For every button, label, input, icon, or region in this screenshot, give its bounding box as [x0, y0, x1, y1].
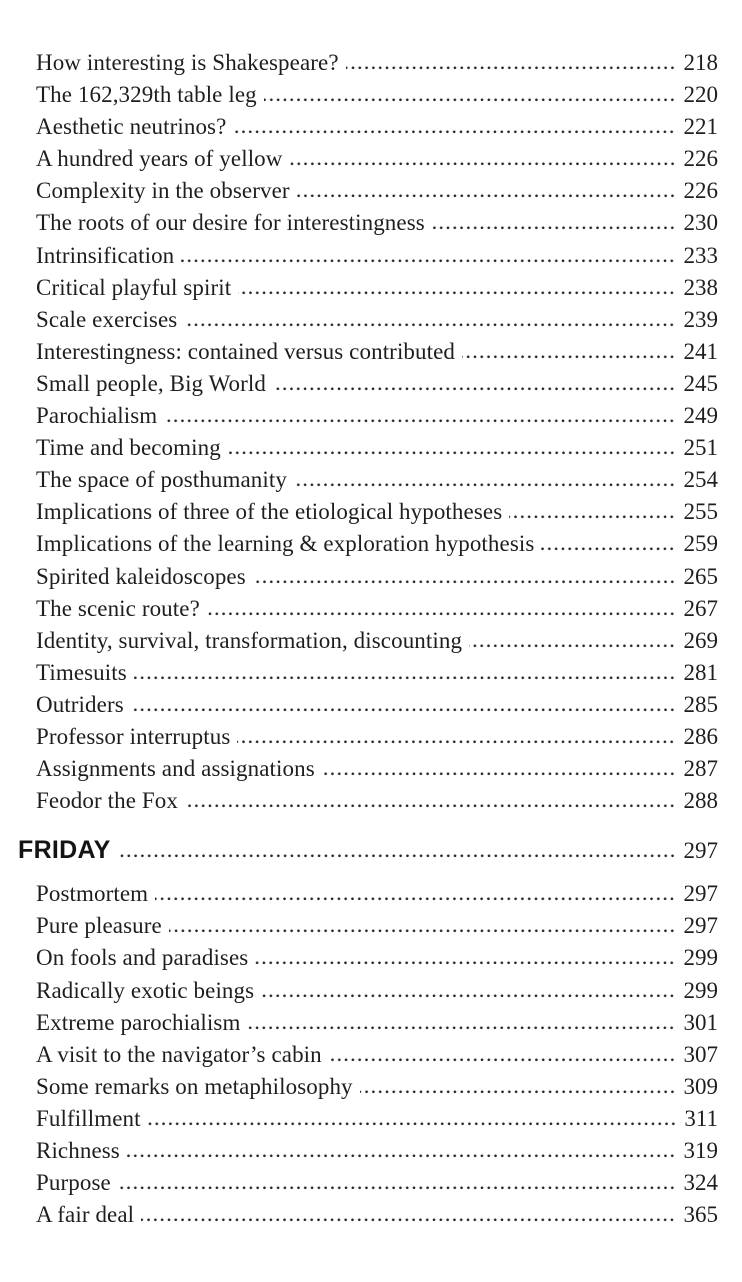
toc-entry-page-number: 245 [683, 370, 718, 396]
toc-entry-page-number: 226 [683, 146, 718, 172]
toc-entry-page-number: 311 [684, 1105, 718, 1131]
dot-leader [120, 853, 676, 858]
toc-entry-page-number: 259 [683, 531, 718, 557]
toc-entry-title: Implications of three of the etiological hypotheses [36, 499, 503, 525]
toc-entry-page-number: 309 [683, 1073, 718, 1099]
toc-entry-page-number: 249 [683, 403, 718, 429]
dot-leader [261, 993, 675, 998]
toc-entry-title: Professor interruptus [36, 723, 231, 749]
toc-entry-title: Purpose [36, 1170, 111, 1196]
dot-leader [322, 771, 676, 776]
dot-leader [509, 514, 675, 519]
toc-entry-row [36, 464, 718, 496]
toc-entry-row [36, 1071, 718, 1103]
toc-entry-title: Small people, Big World [36, 370, 267, 396]
toc-entry-page-number: 251 [683, 435, 718, 461]
toc-entry-page-number: 287 [683, 756, 718, 782]
toc-entry-title: How interesting is Shakespeare? [36, 50, 339, 75]
toc-entry-row [36, 207, 718, 239]
toc-entry-page-number: 230 [683, 210, 718, 236]
toc-entry-page-number: 221 [683, 114, 718, 140]
toc-entry-page-number: 301 [683, 1009, 718, 1035]
toc-entry-title: Outriders [36, 691, 124, 717]
toc-entry-title: Extreme parochialism [36, 1009, 241, 1035]
toc-entry-row [36, 1103, 718, 1135]
toc-entry-row [36, 975, 718, 1007]
toc-entry-title: The 162,329th table leg [36, 82, 257, 108]
toc-entry-page-number: 319 [683, 1138, 718, 1163]
toc-entry-title: Richness [36, 1138, 120, 1163]
toc-entry-row [36, 143, 718, 175]
toc-entry-row [36, 175, 718, 207]
toc-entry-title: On fools and paradises [36, 945, 249, 971]
dot-leader [181, 258, 675, 263]
dot-leader [185, 803, 676, 808]
toc-entry-page-number: 297 [683, 913, 718, 939]
dot-leader [264, 97, 676, 102]
dot-leader [360, 1089, 676, 1094]
toc-entry-page-number: 288 [683, 788, 718, 814]
toc-entry-row [36, 878, 718, 910]
dot-leader [184, 322, 675, 327]
dot-leader [131, 707, 676, 712]
toc-entry-page-number: 238 [683, 274, 718, 300]
dot-leader [329, 1057, 676, 1062]
toc-entry-row [36, 657, 718, 689]
toc-entry-row [36, 496, 718, 528]
toc-entry-row [36, 79, 718, 111]
toc-entry-title: Identity, survival, transformation, discounting [36, 627, 463, 653]
toc-entry-page-number: 281 [683, 659, 718, 685]
toc-entry-row [36, 753, 718, 785]
toc-entry-title: Postmortem [36, 881, 149, 907]
dot-leader [469, 643, 675, 648]
dot-leader [233, 129, 675, 134]
toc-entry-row [36, 368, 718, 400]
toc-entry-row [36, 1007, 718, 1039]
toc-entry-title: Critical playful spirit [36, 274, 232, 300]
toc-section-page-number: 297 [683, 838, 718, 864]
toc-entry-page-number: 285 [683, 691, 718, 717]
toc-entry-row [36, 1167, 718, 1199]
toc-entry-page-number: 299 [683, 945, 718, 971]
toc-entry-title: Spirited kaleidoscopes [36, 563, 246, 589]
toc-entry-title: A fair deal [36, 1202, 135, 1228]
toc-entry-title: Some remarks on metaphilosophy [36, 1073, 353, 1099]
dot-leader [118, 1185, 676, 1190]
toc-entry-page-number: 218 [683, 50, 718, 75]
toc-entry-row [36, 785, 718, 817]
toc-entry-title: Scale exercises [36, 306, 178, 332]
dot-leader [169, 928, 676, 933]
toc-entry-page-number: 297 [683, 881, 718, 907]
toc-entry-title: The roots of our desire for interestingness [36, 210, 425, 236]
toc-entry-row [36, 910, 718, 942]
toc-entry-title: Fulfillment [36, 1105, 141, 1131]
toc-entry-page-number: 324 [683, 1170, 718, 1196]
toc-entry-page-number: 241 [683, 338, 718, 364]
toc-entry-title: Complexity in the observer [36, 178, 290, 204]
dot-leader [228, 450, 676, 455]
dot-leader [148, 1121, 677, 1126]
toc-entry-title: A visit to the navigator’s cabin [36, 1041, 322, 1067]
toc-entry-title: The space of posthumanity [36, 467, 287, 493]
toc-entry-title: Assignments and assignations [36, 756, 315, 782]
toc-entry-page-number: 307 [683, 1041, 718, 1067]
toc-entry-page-number: 267 [683, 595, 718, 621]
toc-entry-row [36, 336, 718, 368]
toc-entry-row [36, 111, 718, 143]
toc-entry-row [36, 272, 718, 304]
toc-entry-title: Time and becoming [36, 435, 221, 461]
dot-leader [238, 290, 675, 295]
toc-entry-title: Interestingness: contained versus contributed [36, 338, 456, 364]
toc-entry-title: Pure pleasure [36, 913, 162, 939]
dot-leader [255, 960, 675, 965]
toc-entry-page-number: 286 [683, 723, 718, 749]
dot-leader [247, 1025, 675, 1030]
toc-entry-title: Implications of the learning & exploration hypothesis [36, 531, 535, 557]
toc-entry-row [36, 304, 718, 336]
toc-entry-row [36, 689, 718, 721]
dot-leader [432, 225, 676, 230]
dot-leader [207, 611, 676, 616]
toc-entry-row [36, 432, 718, 464]
dot-leader [462, 354, 675, 359]
toc-entry-page-number: 299 [683, 977, 718, 1003]
toc-entry-page-number: 226 [683, 178, 718, 204]
toc-entry-title: The scenic route? [36, 595, 200, 621]
toc-entry-title: Aesthetic neutrinos? [36, 114, 227, 140]
toc-entry-title: A hundred years of yellow [36, 146, 283, 172]
toc-entry-row [36, 561, 718, 593]
toc-section-heading-row [18, 833, 718, 868]
dot-leader [127, 1153, 676, 1158]
table-of-contents [18, 47, 718, 1231]
toc-entry-page-number: 265 [683, 563, 718, 589]
toc-entry-row [36, 1199, 718, 1231]
toc-entry-page-number: 254 [683, 467, 718, 493]
toc-entry-row [36, 240, 718, 272]
toc-entry-row [36, 1039, 718, 1071]
dot-leader [141, 1217, 675, 1222]
toc-entry-page-number: 239 [683, 306, 718, 332]
toc-entry-row [36, 942, 718, 974]
toc-section-heading: FRIDAY [18, 836, 111, 865]
toc-entry-title: Parochialism [36, 403, 158, 429]
toc-entry-row [36, 593, 718, 625]
dot-leader [297, 193, 676, 198]
dot-leader [294, 482, 676, 487]
toc-entry-row [36, 1135, 718, 1167]
toc-entry-row [36, 400, 718, 432]
dot-leader [164, 418, 675, 423]
dot-leader [155, 896, 675, 901]
toc-entry-page-number: 269 [683, 627, 718, 653]
dot-leader [237, 739, 675, 744]
dot-leader [273, 386, 675, 391]
dot-leader [290, 161, 676, 166]
toc-entry-page-number: 365 [683, 1202, 718, 1228]
toc-entry-title: Feodor the Fox [36, 788, 178, 814]
toc-entry-title: Radically exotic beings [36, 977, 255, 1003]
dot-leader [253, 579, 676, 584]
toc-entry-row [36, 721, 718, 753]
toc-entry-row [36, 47, 718, 79]
toc-entry-title: Intrinsification [36, 242, 175, 268]
toc-entry-title: Timesuits [36, 659, 127, 685]
dot-leader [134, 675, 676, 680]
dot-leader [541, 546, 675, 551]
toc-entry-row [36, 528, 718, 560]
toc-entry-page-number: 220 [683, 82, 718, 108]
dot-leader [346, 65, 676, 70]
toc-entry-page-number: 233 [683, 242, 718, 268]
toc-entry-row [36, 625, 718, 657]
toc-entry-page-number: 255 [683, 499, 718, 525]
